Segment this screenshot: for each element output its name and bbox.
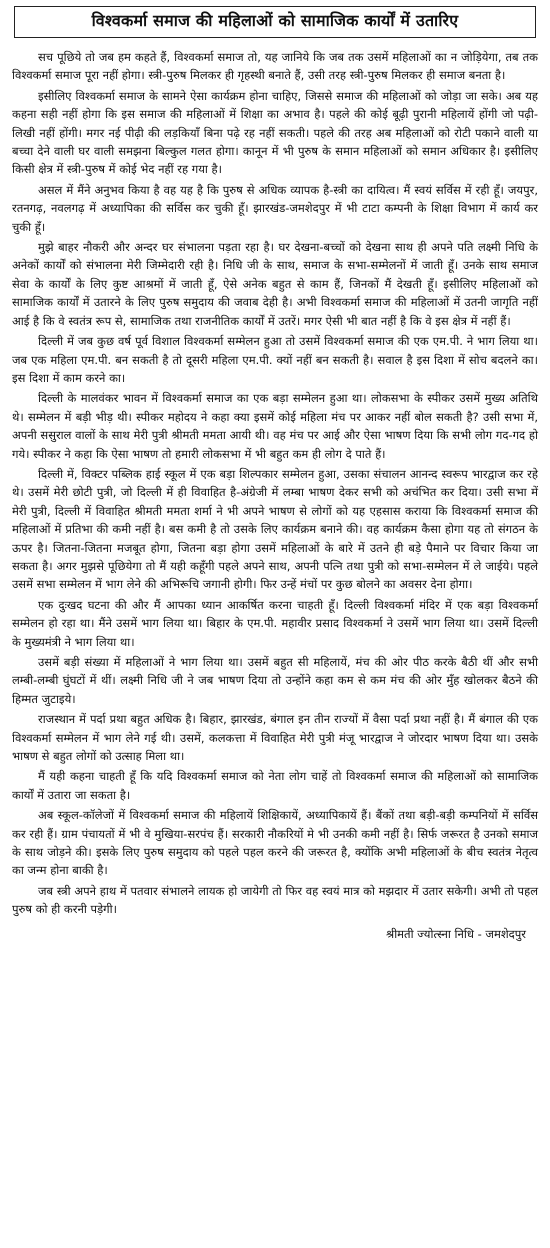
paragraph-4: मुझे बाहर नौकरी और अन्दर घर संभालना पड़ता रहा है। घर देखना-बच्चों को देखना साथ ही अपने पति लक्ष्मी निधि के अनेकों कार्यों को संभालना मेरी जिम्मेदारी रही है। निधि जी के साथ, समाज के सभा-सम्मेलनों में जाती हूँ। उनके साथ समाज सेवा के कार्यों के लिए कुष्ट आश्रमों में जाती हूँ, ऐसे अनेक बहुत से काम हैं, जिनकों मैं देखती हूँ। इसीलिए महिलाओं को सामाजिक कार्यों में उतारने के लिए पुरुष समुदाय की जवाब देही है। अभी विश्वकर्मा समाज की महिलाओं में उतनी जागृति नहीं आई है कि वे स्वतंत्र रूप से, सामाजिक तथा राजनीतिक कार्यों में उतरें। मगर ऐसी भी बात नहीं है कि वे इस क्षेत्र में नहीं हैं।	[12, 240, 538, 328]
paragraph-5: दिल्ली में जब कुछ वर्ष पूर्व विशाल विश्वकर्मा सम्मेलन हुआ तो उसमें विश्वकर्मा समाज की एक एम.पी. ने भाग लिया था। जब एक महिला एम.पी. बन सकती है तो दूसरी महिला एम.पी. क्यों नहीं बन सकती है। सवाल है इस दिशा में सोच बदलने का। इस दिशा में काम करने का।	[12, 334, 538, 385]
author-signature: श्रीमती ज्योत्स्ना निधि - जमशेदपुर	[386, 926, 526, 941]
paragraph-7: दिल्ली में, विक्टर पब्लिक हाई स्कूल में एक बड़ा शिल्पकार सम्मेलन हुआ, उसका संचालन आनन्द स्वरूप भारद्वाज कर रहे थे। उसमें मेरी छोटी पुत्री, जो दिल्ली में ही विवाहित है-अंग्रेजी में लम्बा भाषण देकर सभी को अचंभित कर दिया। उसी सभा में मेरी पुत्री, दिल्ली में विवाहित श्रीमती ममता शर्मा ने भी अपने भाषण से लोगों को यह एहसास कराया कि विश्वकर्मा समाज की महिलाओं में प्रतिभा की कमी नहीं है। बस कमी है तो उसके लिए कार्यक्रम बनाने की। वह कार्यक्रम कैसा होगा यह तो संगठन के ऊपर है। जितना-जितना मजबूत होगा, जितना बड़ा होगा उसमें महिलाओं के बारे में उतने ही बड़े पैमाने पर विचार किया जा सकता है। अगर मुझसे पूछियेगा तो मैं यही कहूँगी पहले अपने साथ, अपनी पत्नि तथा पुत्री को सभा-सम्मेलन में ले जाईये। पहले उसमें सभा सम्मेलन में भाग लेने की अभिरूचि जगानी होगी। फिर उन्हें मंचों पर कुछ बोलने का अवसर देना होगा।	[12, 466, 538, 592]
paragraph-1: सच पूछिये तो जब हम कहते हैं, विश्वकर्मा समाज तो, यह जानिये कि जब तक उसमें महिलाओं का न जोड़ियेगा, तब तक विश्वकर्मा समाज पूरा नहीं होगा। स्त्री-पुरुष मिलकर ही गृहस्थी बनाते हैं, उसी तरह स्त्री-पुरुष मिलकर ही समाज बनता है।	[12, 50, 538, 83]
paragraph-10: राजस्थान में पर्दा प्रथा बहुत अधिक है। बिहार, झारखंड, बंगाल इन तीन राज्यों में वैसा पर्दा प्रथा नहीं है। मैं बंगाल की एक विश्वकर्मा सम्मेलन में भाग लेने गई थी। उसमें, कलकत्ता में विवाहित मेरी पुत्री मंजू भारद्वाज ने जोरदार भाषण दिया था। उसके भाषण से बहुत लोगों को उत्साह मिला था।	[12, 712, 538, 764]
paragraph-6: दिल्ली के मालवंकर भावन में विश्वकर्मा समाज का एक बड़ा सम्मेलन हुआ था। लोकसभा के स्पीकर उसमें मुख्य अतिथि थे। सम्मेलन में बड़ी भीड़ थी। स्पीकर महोदय ने कहा क्या इसमें कोई महिला मंच पर आकर नहीं बोल सकती है? उसी सभा में, अपनी ससुराल वालों के साथ मेरी पुत्री श्रीमती ममता आयी थी। वह मंच पर आई और ऐसा भाषण दिया कि सभी लोग गद-गद हो गये। स्पीकर ने कहा कि ऐसा भाषण तो हमारी लोकसभा में भी बहुत कम ही लोग दे पाते हैं।	[12, 391, 538, 461]
title-box	[14, 6, 536, 38]
paragraph-12: अब स्कूल-कॉलेजों में विश्वकर्मा समाज की महिलायें शिक्षिकायें, अध्यापिकायें हैं। बैंकों तथा बड़ी-बड़ी कम्पनियों में सर्विस कर रही हैं। ग्राम पंचायतों में भी वे मुखिया-सरपंच हैं। सरकारी नौकरियों मे भी उनकी कमी नहीं है। सिर्फ जरूरत है उनको समाज के साथ जोड़ने की। इसके लिए पुरुष समुदाय को पहले पहल करने की जरूरत है, क्योंकि अभी महिलाओं के बीच स्वतंत्र नेतृत्व का जन्म होना बाकी है।	[12, 808, 538, 878]
paragraph-9: उसमें बड़ी संख्या में महिलाओं ने भाग लिया था। उसमें बहुत सी महिलायें, मंच की ओर पीठ करके बैठी थीं और सभी लम्बी-लम्बी घुंघटों में थीं। लक्ष्मी निधि जी ने जब भाषण दिया तो उन्होंने कहा कम से कम मंच की ओर मुँह खोलकर बैठने की हिम्मत जुटाइये।	[12, 655, 538, 706]
paragraph-11: मैं यही कहना चाहती हूँ कि यदि विश्वकर्मा समाज को नेता लोग चाहें तो विश्वकर्मा समाज की महिलाओं को सामाजिक कार्यों में उतारा जा सकता है।	[12, 769, 538, 802]
paragraph-13: जब स्त्री अपने हाथ में पतवार संभालने लायक हो जायेगी तो फिर वह स्वयं मात्र को मझदार में उतार सकेगी। अभी तो पहल पुरुष को ही करनी पड़ेगी।	[12, 883, 538, 917]
paragraph-8: एक दुःखद घटना की और मैं आपका ध्यान आकर्षित करना चाहती हूँ। दिल्ली विश्वकर्मा मंदिर में एक बड़ा विश्वकर्मा सम्मेलन हो रहा था। मैंने उसमें भाग लिया था। बिहार के एम.पी. महावीर प्रसाद विश्वकर्मा ने उसमें भाग लिया था। उसमें दिल्ली के मुख्यमंत्री ने भाग लिया था।	[12, 597, 538, 649]
paragraph-2: इसीलिए विश्वकर्मा समाज के सामने ऐसा कार्यक्रम होना चाहिए, जिससे समाज की महिलाओं को जोड़ा जा सके। अब यह कहना सही नहीं होगा कि इस समाज की महिलाओं में शिक्षा का अभाव है। पहले की कोई बूढ़ी पुरानी महिलायें होंगी जो पढ़ी-लिखी नहीं होंगी। मगर नई पीढ़ी की लड़कियाँ बिना पढ़े रह नहीं सकती। पहले की तरह अब महिलाओं को रोटी पकाने वाली या बच्चा देने वाली घर वाली समझना बिल्कुल गलत होगा। कानून में भी पुरुष के समान महिलाओं को समान अधिकार है। इसीलिए किसी क्षेत्र में स्त्री-पुरुष में कोई भेद नहीं रह गया है।	[12, 88, 538, 177]
paragraph-3: असल में मैंने अनुभव किया है वह यह है कि पुरुष से अधिक व्यापक है-स्त्री का दायित्व। मैं स्वयं सर्विस में रही हूँ। जयपुर, रतनगढ़, नवलगढ़ में अध्यापिका की सर्विस कर चुकी हूँ। झारखंड-जमशेदपुर में भी टाटा कम्पनी के शिक्षा विभाग में कार्य कर चुकी हूँ।	[12, 182, 538, 234]
article-title: विश्वकर्मा समाज की महिलाओं को सामाजिक कार्यों में उतारिए	[91, 11, 459, 30]
article-body	[10, 48, 540, 919]
